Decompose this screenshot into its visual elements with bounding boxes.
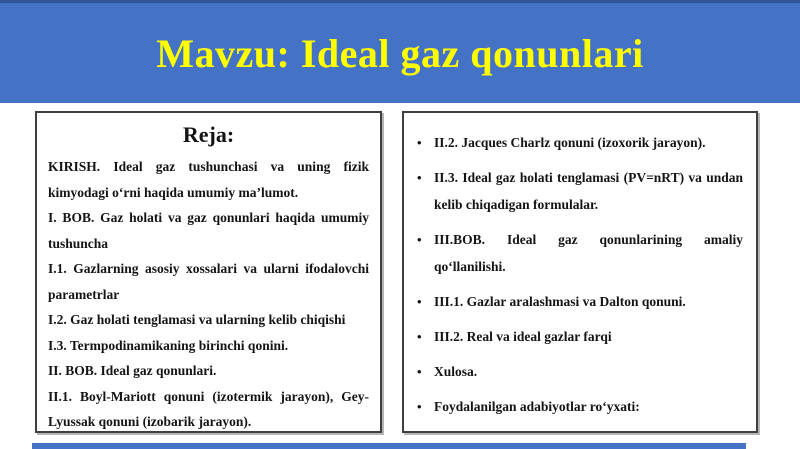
bullet-item [413,129,743,156]
bullet-item-text: Xulosa. [434,364,478,379]
plan-item: I.3. Termpodinamikaning birinchi qonini. [48,337,289,353]
bullet-icon: • [417,232,422,247]
slide-title: Mavzu: Ideal gaz qonunlari [156,30,644,76]
bullet-item [413,226,743,280]
topics-panel [402,111,758,433]
plan-item: I.1. Gazlarning asosiy xossalari va ularni ifodalovchi parametrlar [48,261,369,302]
bullet-item-text: II.2. Jacques Charlz qonuni (izoxorik jarayon). [434,135,706,150]
bullet-item [413,164,743,218]
plan-panel [35,111,382,433]
bullet-item [413,393,743,420]
bullet-icon: • [417,170,422,185]
plan-item: I. BOB. Gaz holati va gaz qonunlari haqida umumiy tushuncha [48,210,369,251]
title-band [0,0,800,103]
footer-bar [32,443,746,449]
plan-heading: Reja: [182,122,235,147]
bullet-item-text: II.3. Ideal gaz holati tenglamasi (PV=nRT) va undan kelib chiqadigan formulalar. [434,170,743,212]
plan-item: KIRISH. Ideal gaz tushunchasi va uning fizik kimyodagi o‘rni haqida umumiy ma’lumot. [48,159,369,200]
plan-item: II.1. Boyl-Mariott qonuni (izotermik jarayon), Gey-Lyussak qonuni (izobarik jarayon). [48,388,369,429]
bullet-icon: • [417,364,422,379]
bullet-icon: • [417,135,422,150]
bullet-item [413,288,743,315]
plan-item: II. BOB. Ideal gaz qonunlari. [48,363,217,378]
bullet-item-text: III.2. Real va ideal gazlar farqi [434,329,612,344]
bullet-item-text: Foydalanilgan adabiyotlar ro‘yxati: [434,399,640,414]
bullet-item-text: III.1. Gazlar aralashmasi va Dalton qonuni. [434,294,686,309]
bullet-item [413,358,743,385]
bullet-icon: • [417,329,422,344]
bullet-item [413,323,743,350]
plan-item: I.2. Gaz holati tenglamasi va ularning kelib chiqishi [48,312,346,327]
bullet-icon: • [417,399,422,414]
bullet-item-text: III.BOB. Ideal gaz qonunlarining amaliy qo‘llanilishi. [434,232,743,274]
bullet-icon: • [417,294,422,309]
